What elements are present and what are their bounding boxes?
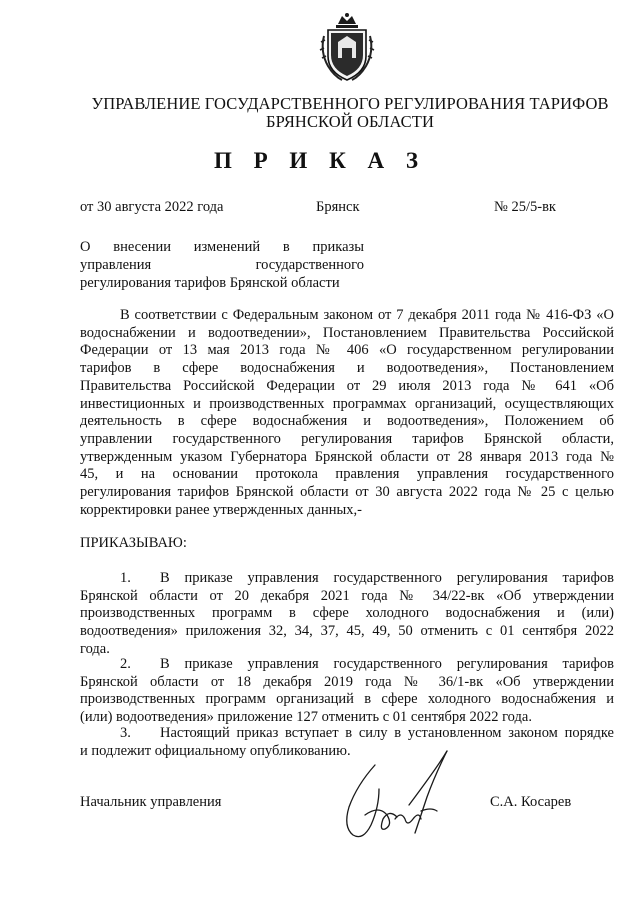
preamble-line: тарифов в сфере водоснабжения и водоотведения», Постановлением	[80, 360, 614, 377]
item-line: года.	[80, 640, 110, 657]
preamble-line: корректировки ранее утвержденных данных,-	[80, 501, 362, 518]
item-text: Настоящий приказ вступает в силу в установленном законом порядке	[160, 725, 614, 741]
preamble-line: деятельность в сфере водоснабжения и водоотведения», Положением об	[80, 413, 614, 430]
order-item-1	[80, 570, 614, 659]
preamble-line: В соответствии с Федеральным законом от 7 декабря 2011 года № 416-ФЗ «О	[120, 307, 614, 323]
organization-name-line-1: УПРАВЛЕНИЕ ГОСУДАРСТВЕННОГО РЕГУЛИРОВАНИЯ ТАРИФОВ	[91, 94, 609, 113]
item-line: производственных программ в сфере холодного водоснабжения и (или)	[80, 605, 614, 622]
preamble-line: 45, и на основании протокола правления управления государственного	[80, 466, 614, 483]
preamble-line: утвержденным указом Губернатора Брянской области от 28 января 2013 года №	[80, 448, 614, 465]
subject-line: управления государственного	[80, 257, 364, 273]
order-heading: ПРИКАЗЫВАЮ:	[80, 535, 187, 551]
item-line	[80, 570, 614, 588]
subject-line: О внесении изменений в приказы	[80, 239, 364, 255]
item-line: производственных программ организаций в сфере холодного водоснабжения и	[80, 691, 614, 708]
handwritten-signature	[335, 745, 470, 845]
item-line	[80, 656, 614, 674]
order-date: от 30 августа 2022 года	[80, 199, 224, 215]
signatory-name: С.А. Косарев	[490, 794, 572, 810]
item-text: В приказе управления государственного регулирования тарифов	[160, 570, 614, 586]
item-number: 2.	[120, 656, 131, 672]
item-line: Брянской области от 20 декабря 2021 года № 34/22-вк «Об утверждении	[80, 587, 614, 604]
preamble-paragraph	[80, 307, 614, 519]
item-line: водоотведения» приложения 32, 34, 37, 45, 49, 50 отменить с 01 сентября 2022	[80, 623, 614, 640]
subject-line: регулирования тарифов Брянской области	[80, 275, 340, 291]
order-item-2	[80, 656, 614, 727]
preamble-line: Правительства Российской Федерации от 29 июля 2013 года № 641 «Об	[80, 377, 614, 394]
organization-name-line-2: БРЯНСКОЙ ОБЛАСТИ	[266, 112, 434, 131]
order-subject	[80, 238, 364, 292]
item-line: Брянской области от 18 декабря 2019 года № 36/1-вк «Об утверждении	[80, 673, 614, 690]
preamble-line: управлении государственного регулирования тарифов Брянской области,	[80, 430, 614, 447]
document-title: П Р И К А З	[213, 148, 426, 173]
order-number: № 25/5-вк	[494, 199, 556, 215]
preamble-line: инвестиционных и производственных программах организаций, осуществляющих	[80, 395, 614, 412]
order-city: Брянск	[316, 199, 360, 215]
coat-of-arms-emblem	[318, 12, 376, 84]
item-line: и подлежит официальному опубликованию.	[80, 742, 351, 759]
item-line: (или) водоотведения» приложение 127 отменить с 01 сентября 2022 года.	[80, 709, 532, 726]
item-text: В приказе управления государственного регулирования тарифов	[160, 656, 614, 672]
preamble-line: регулирования тарифов Брянской области от 30 августа 2022 года № 25 с целью	[80, 484, 614, 501]
signatory-position: Начальник управления	[80, 794, 222, 810]
item-line	[80, 725, 614, 743]
preamble-line: Федерации от 13 мая 2013 года № 406 «О государственном регулировании	[80, 342, 614, 359]
item-number: 3.	[120, 725, 131, 741]
item-number: 1.	[120, 570, 131, 586]
preamble-line: водоснабжении и водоотведении», Постановлением Правительства Российской	[80, 324, 614, 341]
